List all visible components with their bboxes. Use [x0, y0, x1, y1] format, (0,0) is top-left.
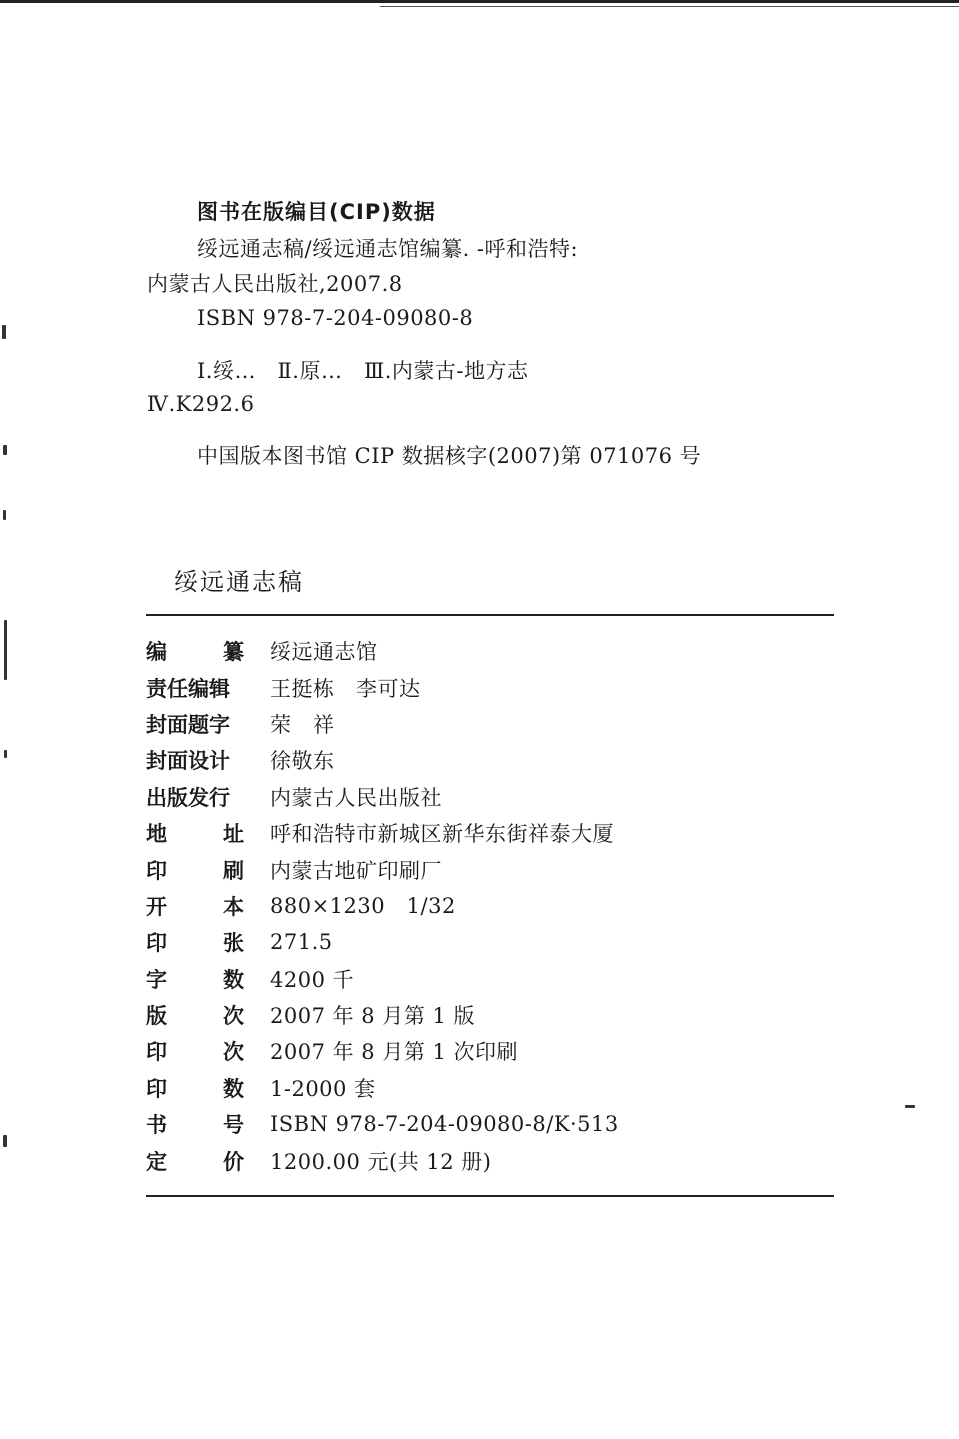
detail-row [146, 1070, 834, 1106]
detail-label [146, 1036, 244, 1066]
detail-row [146, 997, 834, 1033]
detail-label [146, 1000, 244, 1030]
detail-label-part: 责任编辑 [146, 676, 230, 701]
bottom-rule [146, 1195, 834, 1197]
detail-label [146, 745, 244, 775]
detail-label-part: 编 [146, 640, 167, 665]
detail-label-part: 字 [146, 967, 167, 992]
detail-value: 徐敬东 [270, 749, 335, 774]
detail-label [146, 782, 244, 812]
detail-label-part: 地 [146, 822, 167, 847]
cip-line-1: 绥远通志稿/绥远通志馆编纂. -呼和浩特: [197, 237, 579, 261]
detail-value: ISBN 978-7-204-09080-8/K·513 [270, 1112, 619, 1137]
detail-row [146, 1033, 834, 1069]
detail-label [146, 1109, 244, 1139]
scan-speck [2, 325, 6, 339]
scan-speck [4, 620, 7, 680]
scan-top-edge-thin [380, 6, 959, 7]
detail-label-part: 版 [146, 1004, 167, 1029]
detail-label [146, 891, 244, 921]
detail-label-part: 次 [223, 1004, 244, 1029]
detail-label [146, 927, 244, 957]
cip-line-6: 中国版本图书馆 CIP 数据核字(2007)第 071076 号 [197, 444, 702, 468]
detail-label [146, 1073, 244, 1103]
detail-label-part: 印 [146, 1040, 167, 1065]
cip-line-5: Ⅳ.K292.6 [147, 392, 255, 416]
cip-line-4: Ⅰ.绥… Ⅱ.原… Ⅲ.内蒙古-地方志 [197, 359, 529, 383]
detail-label [146, 855, 244, 885]
scan-speck [3, 1135, 7, 1147]
book-title: 绥远通志稿 [174, 568, 304, 596]
detail-label-part: 次 [223, 1040, 244, 1065]
detail-value: 4200 千 [270, 967, 355, 992]
detail-value: 271.5 [270, 930, 333, 955]
detail-row [146, 888, 834, 924]
detail-row [146, 1106, 834, 1142]
detail-label-part: 出版发行 [146, 785, 230, 810]
detail-row [146, 924, 834, 960]
detail-label [146, 964, 244, 994]
detail-label-part: 书 [146, 1113, 167, 1138]
detail-label-part: 纂 [223, 640, 244, 665]
detail-row [146, 742, 834, 778]
detail-label [146, 709, 244, 739]
detail-label-part: 定 [146, 1149, 167, 1174]
detail-value: 2007 年 8 月第 1 次印刷 [270, 1040, 519, 1065]
detail-label-part: 张 [223, 931, 244, 956]
detail-value: 2007 年 8 月第 1 版 [270, 1004, 476, 1029]
detail-value: 内蒙古地矿印刷厂 [270, 858, 442, 883]
detail-row [146, 851, 834, 887]
detail-value: 880×1230 1/32 [270, 893, 456, 918]
detail-row [146, 669, 834, 705]
scan-speck [905, 1105, 915, 1108]
detail-label [146, 1146, 244, 1176]
detail-label-part: 刷 [223, 858, 244, 883]
detail-value: 荣 祥 [270, 712, 335, 737]
detail-row [146, 815, 834, 851]
detail-label-part: 价 [223, 1149, 244, 1174]
detail-value: 呼和浩特市新城区新华东街祥泰大厦 [270, 822, 614, 847]
scan-speck [3, 445, 7, 455]
detail-row [146, 1142, 834, 1178]
detail-row [146, 961, 834, 997]
detail-row [146, 779, 834, 815]
detail-label-part: 封面题字 [146, 712, 230, 737]
detail-row [146, 706, 834, 742]
detail-label-part: 印 [146, 1076, 167, 1101]
cip-line-3: ISBN 978-7-204-09080-8 [197, 306, 474, 330]
detail-label-part: 本 [223, 894, 244, 919]
detail-label-part: 址 [223, 822, 244, 847]
cip-title: 图书在版编目(CIP)数据 [197, 200, 436, 224]
detail-label-part: 印 [146, 858, 167, 883]
scan-top-edge [0, 0, 959, 3]
detail-label-part: 开 [146, 894, 167, 919]
detail-label [146, 818, 244, 848]
detail-value: 1200.00 元(共 12 册) [270, 1149, 492, 1174]
scan-speck [4, 750, 7, 758]
detail-label-part: 封面设计 [146, 749, 230, 774]
detail-label-part: 数 [223, 1076, 244, 1101]
detail-row [146, 633, 834, 669]
detail-value: 1-2000 套 [270, 1076, 376, 1101]
top-rule [146, 614, 834, 616]
scan-speck [3, 510, 6, 520]
detail-label [146, 673, 244, 703]
detail-label [146, 636, 244, 666]
detail-label-part: 号 [223, 1113, 244, 1138]
detail-value: 内蒙古人民出版社 [270, 785, 442, 810]
cip-line-2: 内蒙古人民出版社,2007.8 [147, 272, 403, 296]
detail-value: 绥远通志馆 [270, 640, 378, 665]
publication-details [146, 633, 834, 1179]
detail-label-part: 印 [146, 931, 167, 956]
detail-label-part: 数 [223, 967, 244, 992]
detail-value: 王挺栋 李可达 [270, 676, 421, 701]
